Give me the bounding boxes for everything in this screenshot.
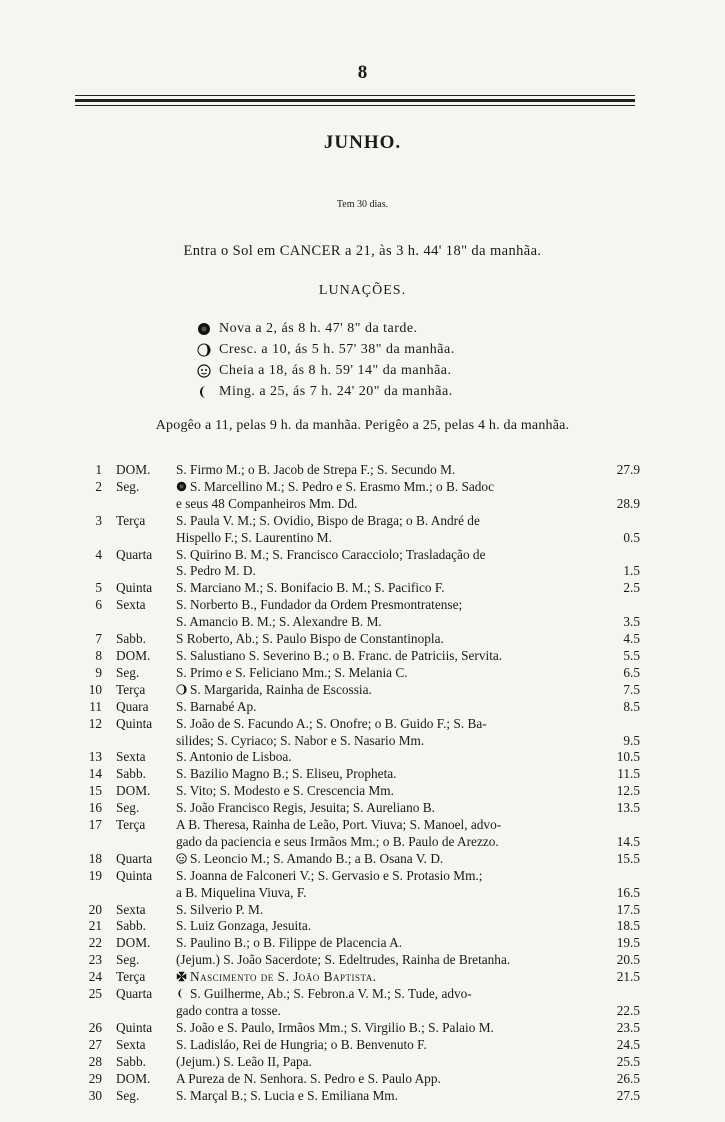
saint-entry xyxy=(176,986,598,1003)
calendar-row xyxy=(82,766,642,783)
weekday: Seg. xyxy=(116,478,140,494)
saint-entry xyxy=(176,563,598,580)
saint-text: S. João Francisco Regis, Jesuita; S. Aureliano B. xyxy=(176,800,435,816)
calendar-row xyxy=(82,733,642,750)
weekday: Terça xyxy=(116,681,146,697)
weekday: Sabb. xyxy=(116,631,146,647)
calendar-row xyxy=(82,851,642,868)
calendar-row xyxy=(82,699,642,716)
moon-age-value: 20.5 xyxy=(616,952,640,968)
saint-entry xyxy=(176,918,598,935)
calendar-row xyxy=(82,716,642,733)
saint-text: S. Marçal B.; S. Lucia e S. Emiliana Mm. xyxy=(176,1087,398,1103)
day-number xyxy=(82,733,108,750)
saint-text: A Pureza de N. Senhora. S. Pedro e S. Paulo App. xyxy=(176,1070,441,1086)
calendar-row xyxy=(82,462,642,479)
moon-age-value: 13.5 xyxy=(616,800,640,816)
weekday: DOM. xyxy=(116,935,151,951)
day-number: 27 xyxy=(88,1036,102,1052)
calendar-row xyxy=(82,563,642,580)
moon-age-value: 9.5 xyxy=(623,732,640,748)
calendar-row xyxy=(82,868,642,885)
days-note: Tem 30 dias. xyxy=(336,199,389,210)
saint-entry xyxy=(176,935,598,952)
first-quarter-icon xyxy=(176,682,190,697)
saint-text: S. Antonio de Lisboa. xyxy=(176,749,292,765)
moon-age-value: 2.5 xyxy=(623,580,640,596)
saint-text: S. Quirino B. M.; S. Francisco Caracciolo; Trasladação de xyxy=(176,546,486,562)
saint-entry xyxy=(176,969,598,986)
moon-age-value xyxy=(598,986,640,1003)
weekday xyxy=(108,733,176,750)
top-rule-bottom xyxy=(75,105,635,106)
weekday xyxy=(108,563,176,580)
saint-text: a B. Miquelina Viuva, F. xyxy=(176,884,307,900)
saint-entry xyxy=(176,1054,598,1071)
day-number: 11 xyxy=(89,698,102,714)
saint-text: S. Paulino B.; o B. Filippe de Placencia A. xyxy=(176,935,403,951)
top-rule xyxy=(75,95,635,96)
full-moon-icon xyxy=(176,851,190,866)
day-number: 21 xyxy=(88,918,102,934)
calendar-row xyxy=(82,631,642,648)
saint-entry xyxy=(176,1003,598,1020)
day-number: 29 xyxy=(88,1070,102,1086)
moon-age-value: 10.5 xyxy=(616,749,640,765)
moon-age-value: 23.5 xyxy=(616,1019,640,1035)
day-number xyxy=(82,834,108,851)
weekday: Sexta xyxy=(116,749,146,765)
calendar-row xyxy=(82,479,642,496)
month-title: JUNHO. xyxy=(323,132,402,153)
saint-entry xyxy=(176,902,598,919)
day-number: 19 xyxy=(88,867,102,883)
weekday xyxy=(108,614,176,631)
day-number: 8 xyxy=(95,647,102,663)
moon-age-value: 21.5 xyxy=(616,969,640,985)
weekday: Terça xyxy=(116,512,146,528)
day-number: 22 xyxy=(88,935,102,951)
calendar-row xyxy=(82,597,642,614)
saint-text: S. Barnabé Ap. xyxy=(176,698,257,714)
saint-text: S. Marciano M.; S. Bonifacio B. M.; S. Pacifico F. xyxy=(176,580,445,596)
moon-age-value: 27.5 xyxy=(616,1087,640,1103)
calendar-row xyxy=(82,800,642,817)
calendar-row xyxy=(82,1071,642,1088)
saint-entry xyxy=(176,462,598,479)
calendar-row xyxy=(82,1037,642,1054)
saint-entry xyxy=(176,783,598,800)
saint-text: S. Norberto B., Fundador da Ordem Presmontratense; xyxy=(176,597,463,613)
saint-text: gado da paciencia e seus Irmãos Mm.; o B. Paulo de Arezzo. xyxy=(176,833,499,849)
saint-entry xyxy=(176,479,598,496)
weekday: Quara xyxy=(116,698,149,714)
weekday: Sabb. xyxy=(116,766,146,782)
saint-entry xyxy=(176,817,598,834)
moon-age-value xyxy=(598,817,640,834)
weekday: DOM. xyxy=(116,1070,151,1086)
saint-text: S. Marcellino M.; S. Pedro e S. Erasmo Mm.; o B. Sadoc xyxy=(190,478,494,494)
day-number: 3 xyxy=(95,512,102,528)
last-quarter-icon xyxy=(197,385,211,399)
saint-entry xyxy=(176,868,598,885)
calendar-row xyxy=(82,969,642,986)
saint-text: S. João e S. Paulo, Irmãos Mm.; S. Virgilio B.; S. Palaio M. xyxy=(176,1019,494,1035)
moon-age-value xyxy=(598,597,640,614)
day-number: 30 xyxy=(88,1087,102,1103)
weekday: Quinta xyxy=(116,1019,153,1035)
calendar-row xyxy=(82,1088,642,1105)
lunation-text: Nova a 2, ás 8 h. 47' 8" da tarde. xyxy=(219,320,418,336)
saint-entry xyxy=(176,800,598,817)
full-moon-icon xyxy=(197,364,211,378)
saint-text: S. Amancio B. M.; S. Alexandre B. M. xyxy=(176,614,382,630)
day-number: 17 xyxy=(88,817,102,833)
weekday: Terça xyxy=(116,969,146,985)
saint-entry xyxy=(176,1037,598,1054)
saint-text: S. Paula V. M.; S. Ovidio, Bispo de Braga; o B. André de xyxy=(176,512,480,528)
day-number: 20 xyxy=(88,901,102,917)
weekday: Quinta xyxy=(116,580,153,596)
saint-entry xyxy=(176,648,598,665)
lunation-row xyxy=(197,360,557,381)
weekday xyxy=(108,1003,176,1020)
saint-text: S. Luiz Gonzaga, Jesuita. xyxy=(176,918,312,934)
saint-text: S. Leoncio M.; S. Amando B.; a B. Osana V. D. xyxy=(190,850,444,866)
saint-entry xyxy=(176,682,598,699)
day-number: 28 xyxy=(88,1053,102,1069)
moon-age-value: 7.5 xyxy=(623,681,640,697)
weekday xyxy=(108,496,176,513)
moon-age-value xyxy=(598,513,640,530)
saint-text: S. Bazilio Magno B.; S. Eliseu, Propheta. xyxy=(176,766,397,782)
day-number: 1 xyxy=(95,462,102,477)
weekday: Seg. xyxy=(116,952,140,968)
moon-age-value xyxy=(598,547,640,564)
saint-text: A B. Theresa, Rainha de Leão, Port. Viuva; S. Manoel, advo- xyxy=(176,817,502,833)
moon-age-value: 16.5 xyxy=(616,884,640,900)
moon-age-value: 11.5 xyxy=(617,766,640,782)
moon-age-value: 19.5 xyxy=(616,935,640,951)
new-moon-icon xyxy=(197,322,211,336)
calendar-row xyxy=(82,682,642,699)
lunation-text: Cresc. a 10, ás 5 h. 57' 38" da manhãa. xyxy=(219,341,455,357)
calendar-row xyxy=(82,817,642,834)
moon-age-value: 17.5 xyxy=(616,901,640,917)
day-number: 15 xyxy=(88,783,102,799)
saint-entry xyxy=(176,749,598,766)
calendar-row xyxy=(82,918,642,935)
calendar-row xyxy=(82,513,642,530)
saint-text: e seus 48 Companheiros Mm. Dd. xyxy=(176,495,358,511)
saint-text: S. Firmo M.; o B. Jacob de Strepa F.; S. Secundo M. xyxy=(176,462,456,477)
calendar-row xyxy=(82,648,642,665)
calendar-row xyxy=(82,1020,642,1037)
weekday: Quarta xyxy=(116,546,153,562)
saints-calendar xyxy=(82,462,642,1104)
lunations-heading: LUNAÇÕES. xyxy=(318,283,407,298)
sun-entry-line: Entra o Sol em CANCER a 21, às 3 h. 44' 18" da manhãa. xyxy=(183,243,542,259)
weekday: Sexta xyxy=(116,1036,146,1052)
calendar-row xyxy=(82,580,642,597)
weekday: DOM. xyxy=(116,462,151,477)
lunation-text: Cheia a 18, ás 8 h. 59' 14" da manhãa. xyxy=(219,362,452,378)
moon-age-value: 15.5 xyxy=(616,850,640,866)
moon-age-value: 14.5 xyxy=(616,833,640,849)
saint-text: S. Pedro M. D. xyxy=(176,563,256,579)
saint-text: S Roberto, Ab.; S. Paulo Bispo de Constantinopla. xyxy=(176,631,444,647)
saint-entry xyxy=(176,614,598,631)
saint-entry xyxy=(176,699,598,716)
calendar-row xyxy=(82,783,642,800)
weekday xyxy=(108,530,176,547)
weekday xyxy=(108,885,176,902)
moon-age-value: 6.5 xyxy=(623,664,640,680)
day-number: 12 xyxy=(88,715,102,731)
saint-text: S. Joanna de Falconeri V.; S. Gervasio e S. Protasio Mm.; xyxy=(176,867,483,883)
calendar-row xyxy=(82,614,642,631)
day-number xyxy=(82,496,108,513)
saint-entry xyxy=(176,530,598,547)
day-number: 2 xyxy=(95,478,102,494)
saint-text: S. Vito; S. Modesto e S. Crescencia Mm. xyxy=(176,783,394,799)
moon-age-value xyxy=(598,479,640,496)
day-number: 23 xyxy=(88,952,102,968)
calendar-row xyxy=(82,1003,642,1020)
saint-entry xyxy=(176,631,598,648)
saint-text: S. Primo e S. Feliciano Mm.; S. Melania C. xyxy=(176,664,408,680)
calendar-row xyxy=(82,952,642,969)
calendar-row xyxy=(82,1054,642,1071)
maltese-cross-icon xyxy=(176,969,190,984)
new-moon-icon xyxy=(176,479,190,494)
saint-entry xyxy=(176,496,598,513)
saint-entry xyxy=(176,952,598,969)
saint-text: silides; S. Cyriaco; S. Nabor e S. Nasario Mm. xyxy=(176,732,425,748)
moon-age-value: 26.5 xyxy=(616,1070,640,1086)
moon-age-value: 5.5 xyxy=(623,647,640,663)
moon-age-value: 22.5 xyxy=(616,1003,640,1018)
weekday: Quarta xyxy=(116,986,153,1002)
day-number: 9 xyxy=(95,664,102,680)
saint-text: (Jejum.) S. Leão II, Papa. xyxy=(176,1053,312,1069)
lunation-row xyxy=(197,339,557,360)
day-number xyxy=(82,1003,108,1020)
moon-age-value: 28.9 xyxy=(616,495,640,511)
day-number: 4 xyxy=(95,546,102,562)
weekday: Terça xyxy=(116,817,146,833)
day-number: 6 xyxy=(95,597,102,613)
moon-age-value: 4.5 xyxy=(623,631,640,647)
lunation-row xyxy=(197,381,557,402)
moon-age-value: 18.5 xyxy=(616,918,640,934)
weekday: Sexta xyxy=(116,597,146,613)
weekday: Sexta xyxy=(116,901,146,917)
day-number: 14 xyxy=(88,766,102,782)
day-number xyxy=(82,530,108,547)
day-number xyxy=(82,614,108,631)
saint-entry xyxy=(176,733,598,750)
moon-age-value: 8.5 xyxy=(623,698,640,714)
apogee-perigee-line: Apogêo a 11, pelas 9 h. da manhãa. Perigêo a 25, pelas 4 h. da manhãa. xyxy=(155,418,570,433)
day-number: 5 xyxy=(95,580,102,596)
saint-text: S. Guilherme, Ab.; S. Febron.a V. M.; S. Tude, advo- xyxy=(190,986,472,1002)
first-quarter-icon xyxy=(197,343,211,357)
calendar-row xyxy=(82,530,642,547)
day-number: 24 xyxy=(88,969,102,985)
saint-entry xyxy=(176,766,598,783)
day-number: 7 xyxy=(95,631,102,647)
moon-age-value: 0.5 xyxy=(623,529,640,545)
moon-age-value: 25.5 xyxy=(616,1053,640,1069)
weekday: Sabb. xyxy=(116,1053,146,1069)
calendar-row xyxy=(82,834,642,851)
saint-entry xyxy=(176,513,598,530)
weekday: Quinta xyxy=(116,715,153,731)
moon-age-value: 1.5 xyxy=(623,563,640,579)
page-number: 8 xyxy=(357,62,368,83)
saint-text: S. Salustiano S. Severino B.; o B. Franc. de Patriciis, Servita. xyxy=(176,647,503,663)
saint-entry xyxy=(176,1020,598,1037)
saint-entry xyxy=(176,597,598,614)
moon-age-value: 27.9 xyxy=(616,462,640,477)
day-number: 18 xyxy=(88,850,102,866)
moon-age-value xyxy=(598,868,640,885)
weekday: DOM. xyxy=(116,647,151,663)
saint-entry xyxy=(176,851,598,868)
moon-age-value: 3.5 xyxy=(623,614,640,630)
lunation-row xyxy=(197,318,557,339)
saint-entry xyxy=(176,1088,598,1105)
saint-entry xyxy=(176,834,598,851)
lunation-list xyxy=(197,318,557,402)
weekday: Sabb. xyxy=(116,918,146,934)
weekday: Quinta xyxy=(116,867,153,883)
top-rule-thick xyxy=(75,99,635,102)
weekday: Seg. xyxy=(116,800,140,816)
moon-age-value xyxy=(598,716,640,733)
day-number: 25 xyxy=(88,986,102,1002)
saint-entry xyxy=(176,547,598,564)
day-number: 26 xyxy=(88,1019,102,1035)
saint-entry xyxy=(176,885,598,902)
saint-entry xyxy=(176,716,598,733)
day-number: 10 xyxy=(88,681,102,697)
weekday: Quarta xyxy=(116,850,153,866)
day-number: 16 xyxy=(88,800,102,816)
day-number xyxy=(82,885,108,902)
saint-text: S. João de S. Facundo A.; S. Onofre; o B. Guido F.; S. Ba- xyxy=(176,715,487,731)
calendar-row xyxy=(82,986,642,1003)
calendar-row xyxy=(82,885,642,902)
saint-text: S. Ladisláo, Rei de Hungria; o B. Benvenuto F. xyxy=(176,1036,427,1052)
saint-text: (Jejum.) S. João Sacerdote; S. Edeltrudes, Rainha de Bretanha. xyxy=(176,952,511,968)
moon-age-value: 24.5 xyxy=(616,1036,640,1052)
calendar-row xyxy=(82,902,642,919)
calendar-row xyxy=(82,496,642,513)
saint-entry xyxy=(176,1071,598,1088)
saint-text: Nascimento de S. João Baptista. xyxy=(190,969,377,985)
day-number xyxy=(82,563,108,580)
day-number: 13 xyxy=(88,749,102,765)
moon-age-value: 12.5 xyxy=(616,783,640,799)
saint-entry xyxy=(176,580,598,597)
calendar-row xyxy=(82,935,642,952)
weekday: DOM. xyxy=(116,783,151,799)
saint-text: gado contra a tosse. xyxy=(176,1003,281,1018)
calendar-row xyxy=(82,665,642,682)
saint-text: Hispello F.; S. Laurentino M. xyxy=(176,529,332,545)
last-quarter-icon xyxy=(176,986,190,1001)
saint-text: S. Silverio P. M. xyxy=(176,901,264,917)
saint-entry xyxy=(176,665,598,682)
calendar-row xyxy=(82,547,642,564)
weekday xyxy=(108,834,176,851)
weekday: Seg. xyxy=(116,664,140,680)
calendar-row xyxy=(82,749,642,766)
saint-text: S. Margarida, Rainha de Escossia. xyxy=(190,681,372,697)
lunation-text: Ming. a 25, ás 7 h. 24' 20" da manhãa. xyxy=(219,383,453,399)
weekday: Seg. xyxy=(116,1087,140,1103)
